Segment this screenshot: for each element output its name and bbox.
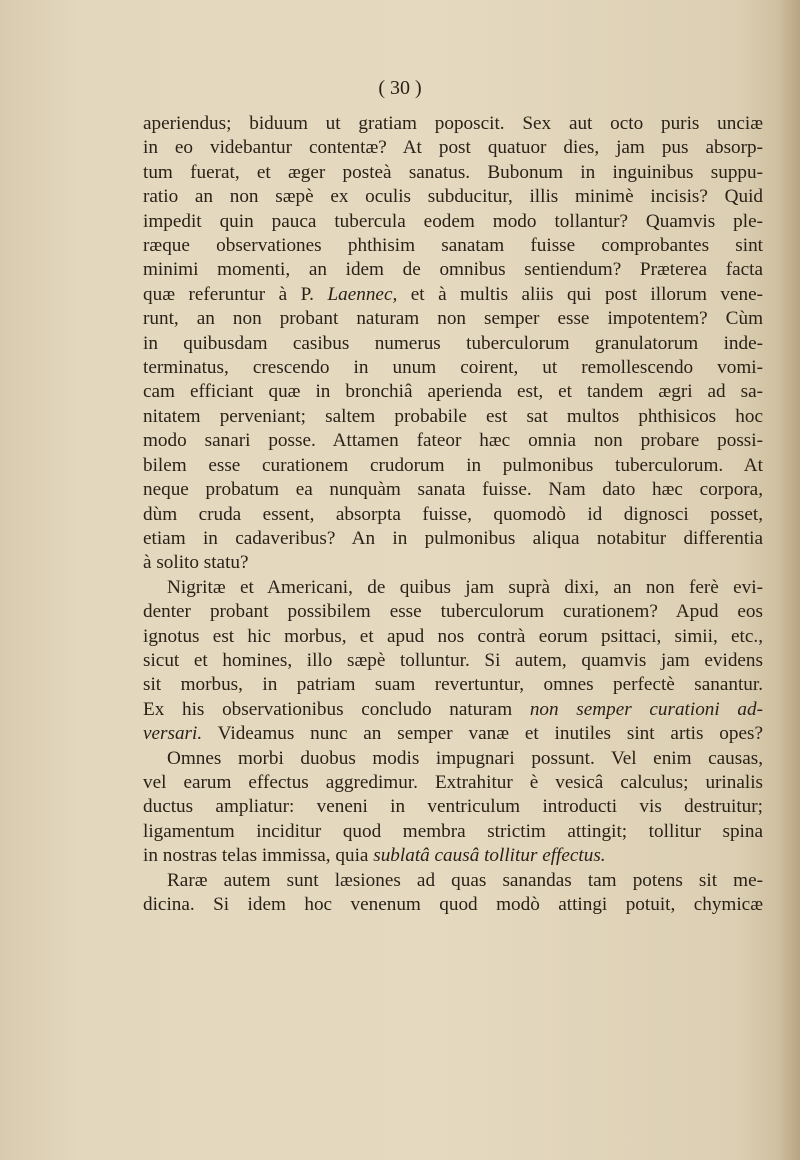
text-line [143, 283, 763, 307]
page-number: ( 30 ) [378, 77, 422, 99]
text-line: modo sanari posse. Attamen fateor hæc omnia non probare possi- [143, 430, 763, 452]
text-line: etiam in cadaveribus? An in pulmonibus aliqua notabitur differentia [143, 527, 763, 549]
text-segment: Videamus nunc an semper vanæ et inutiles sint artis opes? [202, 723, 763, 745]
text-line: in quibusdam casibus numerus tuberculorum granulatorum inde- [143, 332, 763, 354]
text-line: ligamentum inciditur quod membra strictim attingit; tollitur spina [143, 820, 763, 842]
text-line: ræque observationes phthisim sanatam fuisse comprobantes sint [143, 235, 763, 257]
text-line: in eo videbantur contentæ? At post quatuor dies, jam pus absorp- [143, 137, 763, 159]
text-line: neque probatum ea nunquàm sanata fuisse. Nam dato hæc corpora, [143, 479, 763, 501]
text-line: terminatus, crescendo in unum coirent, ut remollescendo vomi- [143, 357, 763, 379]
text-line [143, 722, 763, 746]
text-line: minimi momenti, an idem de omnibus sentiendum? Præterea facta [143, 259, 763, 281]
text-line: runt, an non probant naturam non semper esse impotentem? Cùm [143, 308, 763, 330]
italic-phrase: versari. [143, 723, 203, 745]
text-line: cam efficiant quæ in bronchiâ aperienda est, et tandem ægri ad sa- [143, 381, 763, 403]
text-line: dicina. Si idem hoc venenum quod modò attingi potuit, chymicæ [143, 894, 763, 915]
text-line: dùm cruda essent, absorpta fuisse, quomodò id dignosci posset, [143, 503, 763, 525]
text-line: denter probant possibilem esse tuberculorum curationem? Apud eos [143, 601, 763, 623]
text-line: bilem esse curationem crudorum in pulmonibus tuberculorum. At [143, 454, 763, 476]
body-text [143, 112, 763, 917]
text-segment: quæ referuntur à P. [143, 283, 328, 305]
text-segment: et à multis aliis qui post illorum vene- [397, 283, 763, 305]
text-line [143, 844, 763, 868]
paragraph-start-line: Omnes morbi duobus modis impugnari possunt. Vel enim causas, [167, 747, 763, 769]
text-line: ignotus est hic morbus, et apud nos contrà eorum psittaci, simii, etc., [143, 625, 763, 647]
text-line: sit morbus, in patriam suam revertuntur, omnes perfectè sanantur. [143, 674, 763, 696]
text-line [143, 698, 763, 722]
text-line: vel earum effectus aggredimur. Extrahitur è vesicâ calculus; urinalis [143, 771, 763, 793]
text-line: ratio an non sæpè ex oculis subducitur, illis minimè incisis? Quid [143, 186, 763, 208]
text-segment: in nostras telas immissa, quia [143, 845, 374, 867]
author-name-italic: Laennec, [327, 283, 398, 305]
text-line: impedit quin pauca tubercula eodem modo tollantur? Quamvis ple- [143, 210, 763, 232]
text-line: à solito statu? [143, 552, 249, 574]
text-segment: Ex his observationibus concludo naturam [143, 698, 530, 720]
text-line: ductus ampliatur: veneni in ventriculum introducti vis destruitur; [143, 796, 763, 818]
page-edge-shadow [778, 0, 800, 1160]
paragraph-start-line: Nigritæ et Americani, de quibus jam suprà dixi, an non ferè evi- [167, 576, 763, 598]
text-line: sicut et homines, illo sæpè tolluntur. Si autem, quamvis jam evidens [143, 649, 763, 671]
italic-phrase: non semper curationi ad- [529, 698, 763, 720]
paragraph-start-line: Raræ autem sunt læsiones ad quas sanandas tam potens sit me- [167, 869, 763, 891]
text-line: aperiendus; biduum ut gratiam poposcit. Sex aut octo puris unciæ [143, 113, 763, 134]
italic-phrase: sublatâ causâ tollitur effectus. [373, 845, 606, 867]
text-line: tum fuerat, et æger posteà sanatus. Bubonum in inguinibus suppu- [143, 161, 763, 183]
text-line: nitatem perveniant; saltem probabile est sat multos phthisicos hoc [143, 405, 763, 427]
